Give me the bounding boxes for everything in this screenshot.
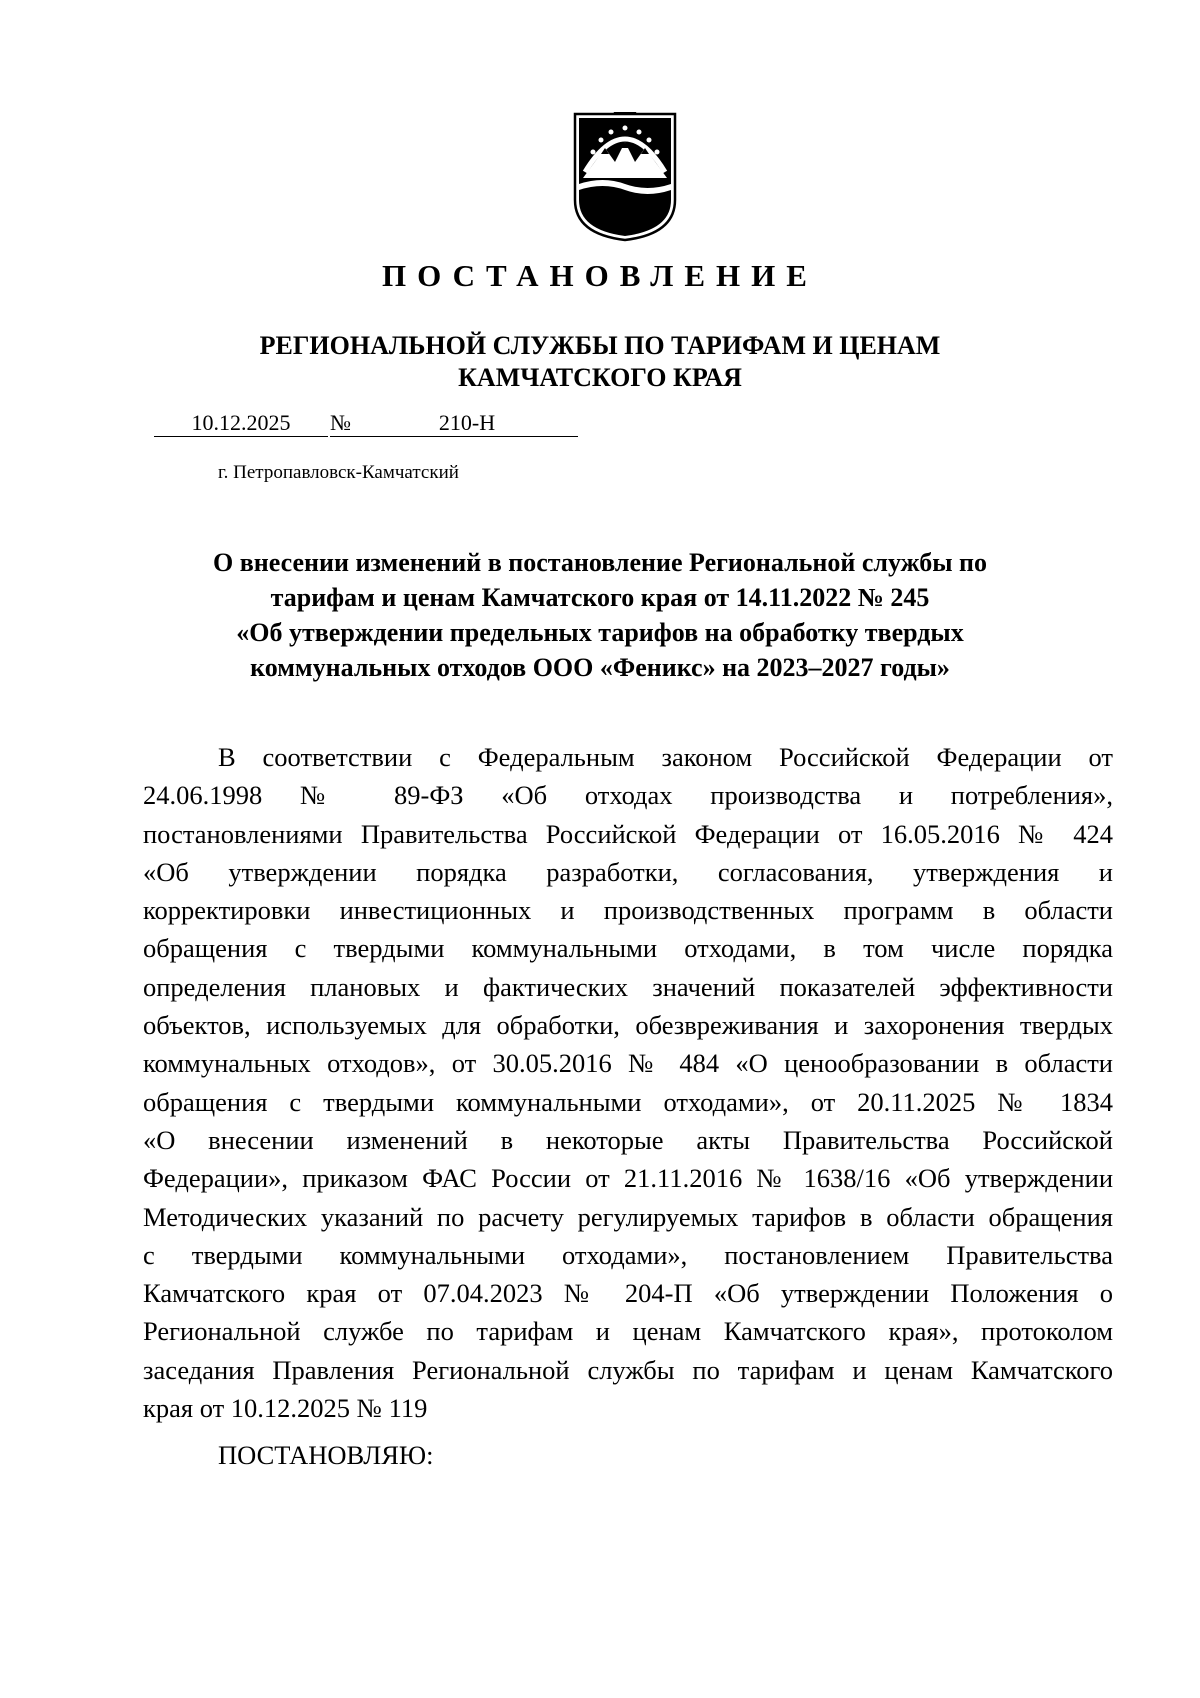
document-date: 10.12.2025: [154, 410, 328, 437]
document-title: [0, 545, 1200, 685]
authority-line-1: РЕГИОНАЛЬНОЙ СЛУЖБЫ ПО ТАРИФАМ И ЦЕНАМ: [259, 331, 941, 360]
body-line: постановлениями Правительства Российской Федерации от 16.05.2016 № 424: [143, 818, 1113, 849]
body-line: «О внесении изменений в некоторые акты Правительства Российской: [143, 1124, 1113, 1155]
body-line: 24.06.1998 № 89-ФЗ «Об отходах производства и потребления»,: [143, 780, 1113, 811]
kamchatka-coat-of-arms-icon: [573, 112, 677, 242]
body-line: с твердыми коммунальными отходами», постановлением Правительства: [143, 1239, 1113, 1270]
title-line: «Об утверждении предельных тарифов на обработку твердых: [236, 618, 964, 647]
title-line: тарифам и ценам Камчатского края от 14.11.2022 № 245: [270, 583, 930, 612]
body-line: Камчатского края от 07.04.2023 № 204-П «Об утверждении Положения о: [143, 1278, 1113, 1309]
city-of-issue: г. Петропавловск-Камчатский: [218, 462, 459, 483]
body-line: корректировки инвестиционных и производственных программ в области: [143, 895, 1113, 926]
body-line: Федерации», приказом ФАС России от 21.11.2016 № 1638/16 «Об утверждении: [143, 1163, 1113, 1194]
number-sign: №: [330, 410, 356, 437]
body-line: объектов, используемых для обработки, обезвреживания и захоронения твердых: [143, 1010, 1113, 1041]
body-line: В соответствии с Федеральным законом Российской Федерации от: [218, 742, 1113, 772]
body-line: обращения с твердыми коммунальными отходами», от 20.11.2025 № 1834: [143, 1086, 1113, 1117]
body-line: определения плановых и фактических значений показателей эффективности: [143, 971, 1113, 1002]
body-line: Региональной службе по тарифам и ценам Камчатского края», протоколом: [143, 1316, 1113, 1347]
decree-word: ПОСТАНОВЛЯЮ:: [218, 1440, 434, 1470]
authority-line-2: КАМЧАТСКОГО КРАЯ: [458, 363, 742, 392]
title-line: коммунальных отходов ООО «Феникс» на 2023–2027 годы»: [250, 653, 950, 682]
document-type-heading: ПОСТАНОВЛЕНИЕ: [382, 258, 818, 293]
title-line: О внесении изменений в постановление Региональной службы по: [213, 548, 987, 577]
body-line: края от 10.12.2025 № 119: [143, 1393, 428, 1424]
body-line: коммунальных отходов», от 30.05.2016 № 484 «О ценообразовании в области: [143, 1048, 1113, 1079]
preamble-paragraph: [143, 738, 1113, 1427]
body-line: обращения с твердыми коммунальными отходами, в том числе порядка: [143, 933, 1113, 964]
body-line: Методических указаний по расчету регулируемых тарифов в области обращения: [143, 1201, 1113, 1232]
body-line: заседания Правления Региональной службы по тарифам и ценам Камчатского: [143, 1354, 1113, 1385]
issuing-authority: [0, 330, 1200, 394]
body-line: «Об утверждении порядка разработки, согласования, утверждения и: [143, 856, 1113, 887]
document-number: 210-Н: [356, 410, 578, 437]
